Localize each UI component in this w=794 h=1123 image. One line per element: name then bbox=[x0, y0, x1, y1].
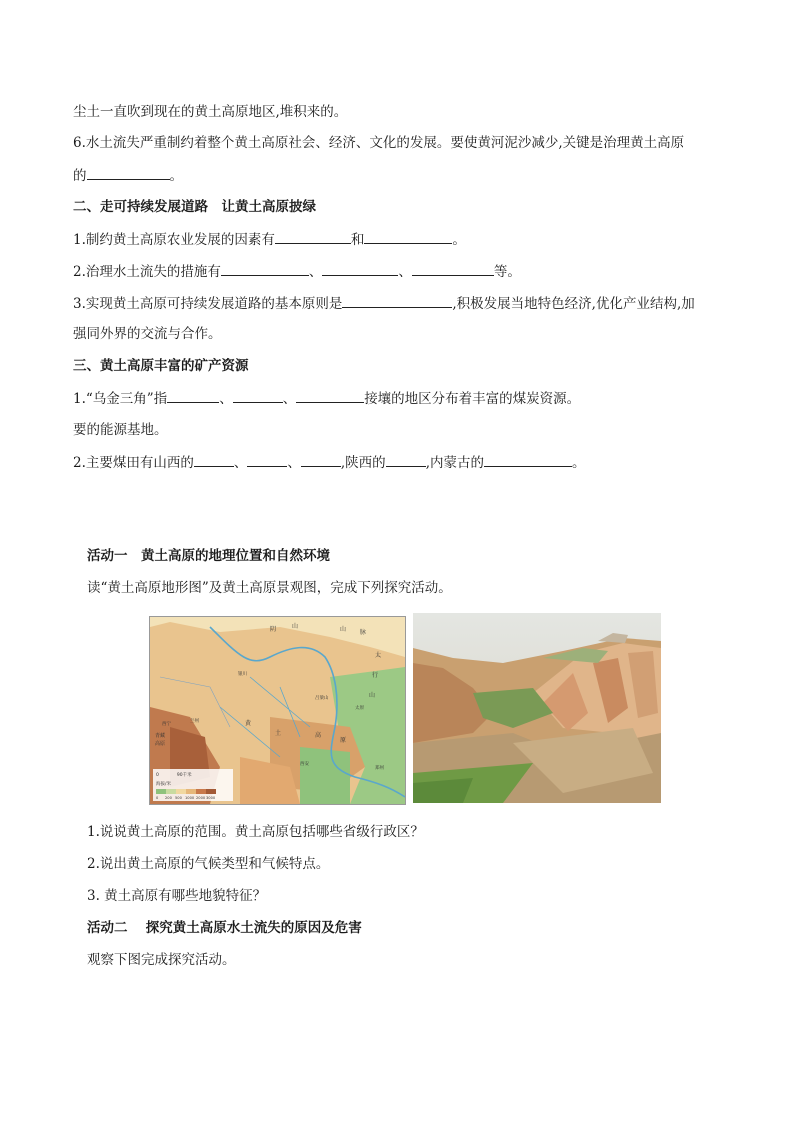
text: 、 bbox=[287, 455, 301, 471]
text: 接壤的地区分布着丰富的煤炭资源。 bbox=[364, 391, 581, 407]
map-scale: 0 90千米 bbox=[156, 773, 192, 778]
map-label: 山 bbox=[340, 626, 347, 633]
blank[interactable] bbox=[386, 453, 426, 467]
map-label: 吕梁山 bbox=[315, 696, 329, 701]
map-label: 阴 bbox=[270, 626, 277, 633]
blank[interactable] bbox=[322, 262, 398, 276]
text: 和 bbox=[350, 232, 365, 248]
line-dust: 尘土一直吹到现在的黄土高原地区,堆积来的。 bbox=[73, 104, 348, 120]
text: 1.“乌金三角”指 bbox=[73, 391, 168, 407]
map-label: 山 bbox=[369, 692, 376, 699]
blank[interactable] bbox=[247, 453, 287, 467]
loess-plateau-landscape-photo bbox=[413, 613, 661, 803]
section-heading-2: 二、走可持续发展道路 让黄土高原披绿 bbox=[73, 199, 316, 215]
map-label: 太原 bbox=[355, 706, 364, 711]
text: 。 bbox=[169, 168, 183, 184]
legend-tick: 200 bbox=[165, 796, 172, 800]
text: 等。 bbox=[493, 264, 521, 280]
blank[interactable] bbox=[167, 389, 219, 403]
map-label: 银川 bbox=[238, 672, 247, 677]
blank[interactable] bbox=[412, 262, 494, 276]
map-label: 西宁 bbox=[162, 722, 171, 727]
section-heading-3: 三、黄土高原丰富的矿产资源 bbox=[73, 358, 249, 374]
legend-tick: 1000 bbox=[185, 796, 195, 800]
blank[interactable] bbox=[364, 230, 452, 244]
question-sustainable-cont: 强同外界的交流与合作。 bbox=[73, 326, 222, 342]
activity-1-question-1: 1.说说黄土高原的范围。黄土高原包括哪些省级行政区？ bbox=[87, 824, 424, 840]
question-6: 6.水土流失严重制约着整个黄土高原社会、经济、文化的发展。要使黄河泥沙减少,关键是治理黄土高原 bbox=[73, 135, 685, 151]
map-label: 土 bbox=[275, 730, 282, 737]
text: 、 bbox=[282, 391, 297, 407]
question-erosion-measures bbox=[73, 262, 521, 281]
question-wujin-triangle bbox=[73, 389, 580, 408]
blank[interactable] bbox=[194, 453, 234, 467]
legend-tick: 3000 bbox=[206, 796, 216, 800]
text: 的 bbox=[73, 168, 87, 184]
text: ,积极发展当地特色经济,优化产业结构,加 bbox=[452, 296, 695, 312]
blank[interactable] bbox=[87, 166, 170, 180]
blank[interactable] bbox=[484, 453, 572, 467]
blank[interactable] bbox=[233, 389, 283, 403]
text: ,内蒙古的 bbox=[425, 455, 484, 471]
legend-tick: 0 bbox=[156, 796, 159, 800]
activity-2-intro: 观察下图完成探究活动。 bbox=[87, 952, 236, 968]
text: 2.主要煤田有山西的 bbox=[73, 455, 194, 471]
text: 、 bbox=[233, 455, 248, 471]
question-farming-factors bbox=[73, 230, 466, 249]
text: 2.治理水土流失的措施有 bbox=[73, 264, 221, 280]
blank[interactable] bbox=[301, 453, 341, 467]
map-svg bbox=[150, 617, 405, 804]
map-label: 高原 bbox=[155, 741, 166, 747]
map-label: 郑州 bbox=[375, 766, 384, 771]
map-label: 太 bbox=[375, 652, 382, 659]
map-label: 山 bbox=[292, 623, 299, 630]
text: 、 bbox=[219, 391, 233, 407]
photo-svg bbox=[413, 613, 661, 803]
text: 3.实现黄土高原可持续发展道路的基本原则是 bbox=[73, 296, 343, 312]
blank[interactable] bbox=[275, 230, 351, 244]
text: 。 bbox=[571, 455, 586, 471]
blank[interactable] bbox=[342, 294, 452, 308]
legend-tick: 2000 bbox=[196, 796, 206, 800]
activity-1-title: 活动一 黄土高原的地理位置和自然环境 bbox=[87, 548, 330, 564]
activity-1-intro: 读“黄土高原地形图”及黄土高原景观图，完成下列探究活动。 bbox=[87, 580, 452, 596]
text: 、 bbox=[308, 264, 323, 280]
map-label: 原 bbox=[340, 737, 347, 744]
blank[interactable] bbox=[296, 389, 364, 403]
activity-1-question-2: 2.说出黄土高原的气候类型和气候特点。 bbox=[87, 856, 330, 872]
question-sustainable-principle bbox=[73, 294, 695, 313]
loess-plateau-terrain-map bbox=[149, 616, 406, 805]
map-label: 高 bbox=[315, 732, 322, 739]
map-label: 青藏 bbox=[155, 733, 166, 739]
activity-1-question-3: 3. 黄土高原有哪些地貌特征？ bbox=[87, 888, 267, 904]
legend-tick: 500 bbox=[175, 796, 182, 800]
question-wujin-cont: 要的能源基地。 bbox=[73, 422, 168, 438]
text: 1.制约黄土高原农业发展的因素有 bbox=[73, 232, 275, 248]
text: ,陕西的 bbox=[340, 455, 386, 471]
map-label: 西安 bbox=[300, 762, 309, 767]
map-label: 兰州 bbox=[190, 719, 199, 724]
blank[interactable] bbox=[221, 262, 309, 276]
question-coalfields bbox=[73, 453, 585, 472]
question-6-cont bbox=[73, 166, 183, 185]
text: 。 bbox=[452, 232, 466, 248]
activity-2-title: 活动二 探究黄土高原水土流失的原因及危害 bbox=[87, 920, 362, 936]
text: 、 bbox=[398, 264, 412, 280]
map-label: 黄 bbox=[245, 720, 252, 727]
map-label: 行 bbox=[372, 672, 379, 679]
map-legend-title: 海拔/米 bbox=[156, 782, 172, 787]
map-label: 脉 bbox=[360, 629, 367, 636]
